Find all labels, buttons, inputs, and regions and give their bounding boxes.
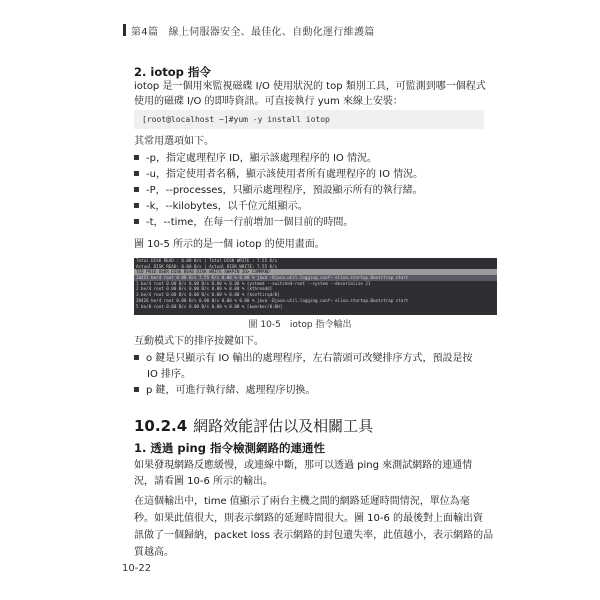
option-item: -t，--time，在每一行前增加一個目前的時間。 [134,214,498,231]
iotop-heading: 2. iotop 指令 [134,65,211,79]
section-title: 網路效能評估以及相關工具 [193,417,374,435]
iotop-intro-line-2: 使用的磁碟 I/O 的即時資訊。可直接執行 yum 來線上安裝： [134,96,403,107]
header-bar [123,24,126,36]
key-item: o 鍵是只顯示有 IO 輸出的處理程序，左右箭頭可改變排序方式，預設是按 [134,350,498,367]
section-heading [134,415,373,436]
figure-intro: 圖 10-5 所示的是一個 iotop 的使用畫面。 [134,239,325,250]
option-item: -p，指定處理程序 ID，顯示該處理程序的 IO 情況。 [134,150,498,167]
terminal-line: 1 be/4 root 0.00 B/s 0.00 B/s 0.00 % 0.00 % systemd --switched-root --system --deserialize 21 [136,280,371,286]
terminal-line: 2 be/4 root 0.00 B/s 0.00 B/s 0.00 % 0.00 % [kthreadd] [136,286,273,292]
iotop-terminal-screenshot [134,258,497,315]
section-number: 10.2.4 [134,417,188,435]
install-code-block: [root@localhost ~]#yum -y install iotop [134,110,484,129]
terminal-header-row: TID PRIO USER DISK READ DISK WRITE SWAPIN IO> COMMAND [134,269,497,275]
page-number: 10-22 [122,563,152,574]
explain-para-line: 訊做了一個歸納，packet loss 表示網路的封包遺失率，此值越小，表示網路的品 [134,530,494,541]
terminal-line: Total DISK READ : 0.00 B/s | Total DISK WRITE : 7.55 K/s [136,258,278,263]
terminal-line: 5 be/0 root 0.00 B/s 0.00 B/s 0.00 % 0.00 % [kworker/0:0H] [136,303,283,309]
terminal-line: 28451 be/4 root 0.00 B/s 7.55 K/s 0.00 % 0.00 % java -Djava.util.logging.conf~ elina.startup.Bootstrap start [134,275,497,281]
options-intro: 其常用選項如下。 [134,136,214,147]
explain-para-line: 秒。如果此值很大，則表示網路的延遲時間很大。圖 10-6 的最後對上面輸出資 [134,513,484,524]
bullet-icon [134,155,139,160]
ping-heading: 1. 透過 ping 指令檢測網路的連通性 [134,441,325,455]
explain-para-line: 質越高。 [134,547,174,558]
ping-para-line: 如果發現網路反應緩慢，或連線中斷，那可以透過 ping 來測試網路的連通情 [134,460,473,471]
bullet-icon [134,187,139,192]
figure-caption: 圖 10-5 iotop 指令輸出 [248,320,352,330]
bullet-icon [134,203,139,208]
interactive-intro: 互動模式下的排序按鍵如下。 [134,336,264,347]
terminal-line: 3 be/4 root 0.00 B/s 0.00 B/s 0.00 % 0.00 % [ksoftirqd/0] [136,292,280,298]
terminal-line: Actual DISK READ: 0.00 B/s | Actual DISK WRITE: 7.55 K/s [136,263,278,269]
bullet-icon [134,219,139,224]
running-header: 第4篇 線上伺服器安全、最佳化、自動化運行維護篇 [131,27,375,38]
bullet-icon [134,355,139,360]
key-item-continuation: IO 排序。 [147,369,191,380]
option-item: -k，--kilobytes，以千位元組顯示。 [134,198,498,215]
ping-para-line: 況，請看圖 10-6 所示的輸出。 [134,476,274,487]
key-item: p 鍵，可進行執行緒、處理程序切換。 [134,382,498,399]
terminal-line: 28426 be/4 root 0.00 B/s 0.00 B/s 0.00 % 0.00 % java -Djava.util.logging.conf~ elina.startup.Bootstrap start [136,297,409,303]
bullet-icon [134,171,139,176]
option-item: -u，指定使用者名稱，顯示該使用者所有處理程序的 IO 情況。 [134,166,498,183]
iotop-intro-line-1: iotop 是一個用來監視磁碟 I/O 使用狀況的 top 類別工具，可監測到哪一個程式 [134,81,486,92]
bullet-icon [134,387,139,392]
option-item: -P，--processes，只顯示處理程序，預設顯示所有的執行緒。 [134,182,498,199]
explain-para-line: 在這個輸出中，time 值顯示了兩台主機之間的網路延遲時間情況，單位為毫 [134,496,470,507]
